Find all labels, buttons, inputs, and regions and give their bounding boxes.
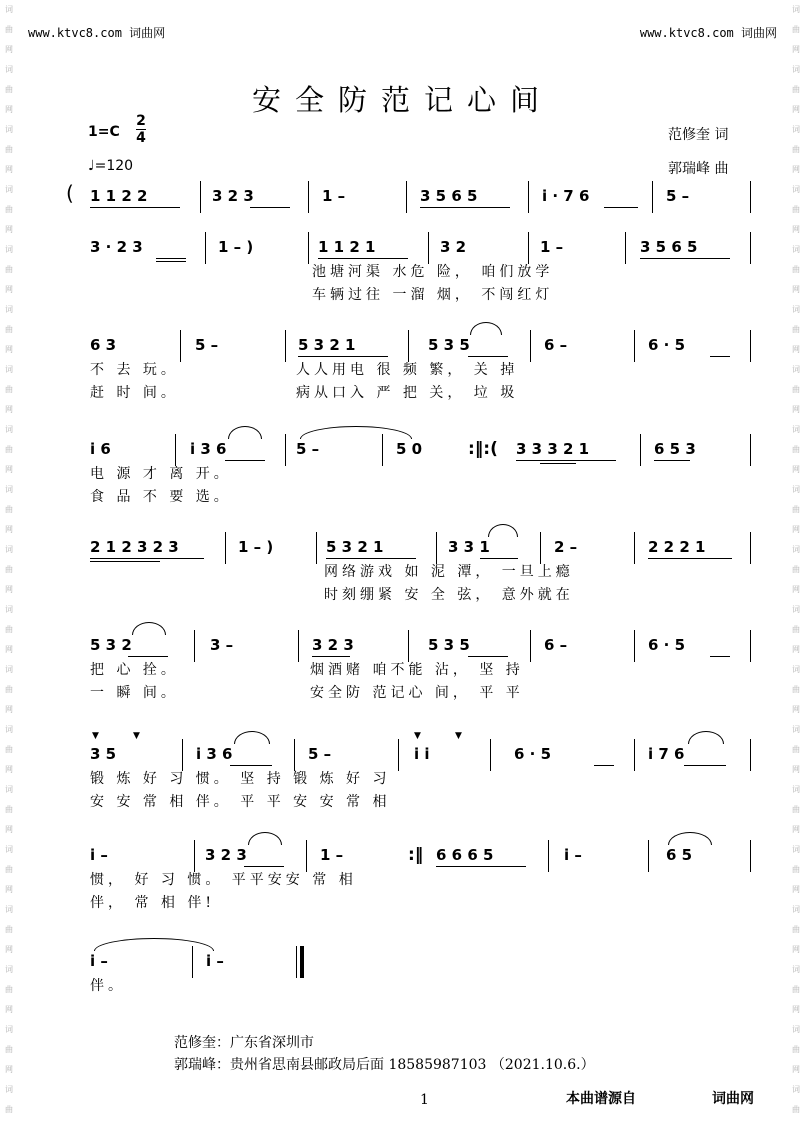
lyric-line-1a: 不 去 玩。 [90, 362, 179, 378]
key-signature: 1=C [88, 124, 120, 140]
note-group: 6 · 5 [648, 336, 686, 354]
watermark-char: 词 [5, 305, 13, 314]
watermark-char: 词 [792, 425, 800, 434]
watermark-char: 词 [792, 65, 800, 74]
watermark-char: 曲 [792, 325, 800, 334]
watermark-char: 曲 [5, 385, 13, 394]
lyric-line-2a: 赶 时 间。 [90, 385, 179, 401]
watermark-char: 曲 [792, 145, 800, 154]
watermark-char: 曲 [5, 25, 13, 34]
note-group: 5 – [195, 336, 219, 354]
watermark-char: 网 [792, 825, 800, 834]
watermark-char: 曲 [5, 985, 13, 994]
watermark-char: 曲 [5, 745, 13, 754]
composer-credit: 郭瑞峰 曲 [668, 161, 729, 177]
note-group: 3 2 3 [205, 846, 247, 864]
note-group: 1 – [322, 187, 346, 205]
lyric-line-1a: 把 心 拴。 [90, 662, 179, 678]
time-signature [136, 114, 146, 145]
note-group: 1 – ) [218, 238, 254, 256]
lyric-line-2: 时刻绷紧 安 全 弦， 意外就在 [324, 587, 574, 603]
watermark-char: 网 [5, 585, 13, 594]
lyric-line-1b: 烟酒赌 咱不能 沾， 坚 持 [310, 662, 524, 678]
watermark-char: 词 [5, 1085, 13, 1094]
watermark-char: 网 [792, 705, 800, 714]
source-label: 本曲谱源自 [566, 1091, 636, 1107]
score-row-4 [0, 440, 805, 530]
note-group: 2 2 2 1 [648, 538, 706, 556]
watermark-char: 网 [5, 885, 13, 894]
note-group: i – [206, 952, 224, 970]
note-group: 5 3 5 [428, 636, 470, 654]
repeat-end: :‖ [408, 845, 424, 865]
footer-lyricist-address: 范修奎：广东省深圳市 [174, 1035, 314, 1051]
watermark-char: 曲 [792, 805, 800, 814]
note-group: 3 3 3 2 1 [516, 440, 590, 458]
watermark-char: 网 [792, 945, 800, 954]
watermark-char: 曲 [5, 445, 13, 454]
watermark-char: 曲 [5, 805, 13, 814]
repeat-start: :‖:( [468, 439, 498, 459]
watermark-char: 曲 [792, 865, 800, 874]
watermark-char: 网 [792, 645, 800, 654]
accent-mark: ▼ [455, 731, 462, 741]
watermark-char: 网 [5, 945, 13, 954]
watermark-char: 词 [5, 665, 13, 674]
watermark-char: 曲 [5, 625, 13, 634]
watermark-char: 曲 [5, 265, 13, 274]
watermark-char: 词 [5, 785, 13, 794]
note-group: 3 5 6 5 [420, 187, 478, 205]
watermark-char: 词 [5, 245, 13, 254]
watermark-char: 词 [792, 905, 800, 914]
watermark-char: 词 [792, 365, 800, 374]
note-group: 5 3 2 1 [298, 336, 356, 354]
watermark-char: 曲 [792, 1105, 800, 1114]
note-group: 6 5 3 [654, 440, 696, 458]
note-group: i 3 6 [190, 440, 227, 458]
watermark-char: 曲 [792, 925, 800, 934]
watermark-char: 网 [5, 765, 13, 774]
watermark-char: 词 [5, 185, 13, 194]
watermark-char: 词 [5, 725, 13, 734]
watermark-char: 曲 [792, 745, 800, 754]
note-group: i 6 [90, 440, 111, 458]
watermark-char: 词 [5, 65, 13, 74]
watermark-char: 词 [5, 5, 13, 14]
watermark-char: 词 [792, 485, 800, 494]
watermark-char: 曲 [792, 85, 800, 94]
watermark-char: 曲 [792, 445, 800, 454]
note-group: 3 5 [90, 745, 117, 763]
note-group: 1 – [320, 846, 344, 864]
score-row-7 [0, 731, 805, 835]
note-group: 6 3 [90, 336, 117, 354]
score-row-8 [0, 846, 805, 936]
watermark-char: 网 [5, 525, 13, 534]
watermark-char: 曲 [792, 565, 800, 574]
source-site-link[interactable]: 词曲网 [712, 1091, 754, 1107]
note-group: 5 – [666, 187, 690, 205]
note-group: 6 · 5 [514, 745, 552, 763]
accent-mark: ▼ [414, 731, 421, 741]
lyricist-credit: 范修奎 词 [668, 127, 729, 143]
tempo-marking: ♩=120 [88, 158, 134, 174]
watermark-char: 词 [792, 5, 800, 14]
watermark-char: 曲 [792, 385, 800, 394]
watermark-char: 网 [5, 285, 13, 294]
watermark-char: 曲 [5, 505, 13, 514]
note-group: 5 – [308, 745, 332, 763]
note-group: i 7 6 [648, 745, 685, 763]
watermark-char: 词 [792, 785, 800, 794]
watermark-char: 网 [792, 285, 800, 294]
watermark-char: 网 [5, 405, 13, 414]
lyric-line-2b: 病从口入 严 把 关， 垃 圾 [296, 385, 519, 401]
page-number: 1 [420, 1092, 429, 1108]
score-row-2 [0, 238, 805, 328]
score-row-5 [0, 538, 805, 628]
lyric-line-1: 电 源 才 离 开。 [90, 466, 232, 482]
score-row-6 [0, 636, 805, 726]
watermark-char: 网 [792, 165, 800, 174]
lyric-line-1: 惯， 好 习 惯。 平平安安 常 相 [90, 872, 357, 888]
note-group: 3 – [210, 636, 234, 654]
watermark-char: 曲 [792, 505, 800, 514]
note-group: 1 1 2 2 [90, 187, 148, 205]
watermark-char: 词 [5, 965, 13, 974]
watermark-char: 曲 [5, 1105, 13, 1114]
watermark-char: 网 [792, 585, 800, 594]
note-group: 6 – [544, 636, 568, 654]
watermark-char: 曲 [5, 565, 13, 574]
watermark-char: 词 [792, 725, 800, 734]
accent-mark: ▼ [133, 731, 140, 741]
note-group: i i [414, 745, 430, 763]
watermark-char: 网 [5, 45, 13, 54]
watermark-char: 网 [792, 105, 800, 114]
watermark-char: 曲 [5, 85, 13, 94]
note-group: 6 – [544, 336, 568, 354]
watermark-char: 词 [792, 605, 800, 614]
score-row-3 [0, 336, 805, 426]
watermark-char: 曲 [792, 1045, 800, 1054]
watermark-char: 词 [5, 905, 13, 914]
watermark-char: 曲 [792, 205, 800, 214]
lyric-line-1: 池塘河渠 水危 险， 咱们放学 [312, 264, 554, 280]
watermark-char: 曲 [5, 925, 13, 934]
watermark-char: 网 [5, 105, 13, 114]
watermark-char: 网 [5, 1065, 13, 1074]
watermark-char: 词 [792, 845, 800, 854]
note-group: 3 2 3 [312, 636, 354, 654]
watermark-char: 网 [5, 165, 13, 174]
note-group: 5 3 2 1 [326, 538, 384, 556]
note-group: i 3 6 [196, 745, 233, 763]
lyric-line-2a: 一 瞬 间。 [90, 685, 179, 701]
lyric-line-1b: 人人用电 很 频 繁， 关 掉 [296, 362, 519, 378]
watermark-char: 网 [792, 1005, 800, 1014]
lyric-line-2: 食 品 不 要 选。 [90, 489, 232, 505]
note-group: 3 2 3 [212, 187, 254, 205]
watermark-char: 曲 [792, 685, 800, 694]
note-group: 5 3 2 [90, 636, 132, 654]
watermark-char: 网 [5, 645, 13, 654]
lyric-line-2b: 安全防 范记心 间， 平 平 [310, 685, 524, 701]
lyric-line-1: 伴。 [90, 978, 126, 994]
time-bottom: 4 [136, 130, 146, 146]
watermark-char: 网 [5, 705, 13, 714]
watermark-char: 网 [792, 405, 800, 414]
lyric-line-1: 网络游戏 如 泥 潭， 一旦上瘾 [324, 564, 574, 580]
note-group: 5 – [296, 440, 320, 458]
watermark-char: 词 [5, 845, 13, 854]
watermark-char: 网 [792, 45, 800, 54]
watermark-char: 词 [5, 125, 13, 134]
watermark-char: 词 [792, 1085, 800, 1094]
watermark-char: 曲 [5, 325, 13, 334]
time-top: 2 [136, 113, 146, 129]
note-group: 1 1 2 1 [318, 238, 376, 256]
note-group: 2 – [554, 538, 578, 556]
song-title: 安全防范记心间 [251, 83, 553, 117]
watermark-char: 曲 [5, 205, 13, 214]
watermark-char: 词 [792, 125, 800, 134]
note-group: 3 5 6 5 [640, 238, 698, 256]
watermark-char: 网 [792, 225, 800, 234]
note-group: 1 – [540, 238, 564, 256]
note-group: 3 3 1 [448, 538, 490, 556]
watermark-char: 曲 [5, 145, 13, 154]
watermark-char: 词 [5, 425, 13, 434]
watermark-char: 网 [792, 1065, 800, 1074]
watermark-char: 词 [792, 665, 800, 674]
watermark-char: 曲 [792, 625, 800, 634]
watermark-char: 曲 [5, 1045, 13, 1054]
note-group: 3 · 2 3 [90, 238, 143, 256]
watermark-char: 网 [5, 1005, 13, 1014]
watermark-char: 网 [792, 465, 800, 474]
score-row-9 [0, 952, 805, 1042]
watermark-char: 曲 [5, 865, 13, 874]
note-group: ( [66, 181, 74, 205]
watermark-char: 曲 [5, 685, 13, 694]
note-group: 1 – ) [238, 538, 274, 556]
watermark-char: 词 [792, 245, 800, 254]
watermark-char: 网 [792, 765, 800, 774]
note-group: i · 7 6 [542, 187, 590, 205]
footer-composer-address: 郭瑞峰：贵州省思南县邮政局后面 18585987103 （2021.10.6.） [174, 1057, 595, 1073]
header-right-site[interactable]: www.ktvc8.com 词曲网 [639, 26, 777, 40]
watermark-char: 网 [792, 345, 800, 354]
watermark-char: 词 [792, 1025, 800, 1034]
watermark-char: 曲 [792, 25, 800, 34]
watermark-char: 曲 [792, 985, 800, 994]
watermark-char: 网 [5, 225, 13, 234]
watermark-char: 词 [5, 545, 13, 554]
lyric-line-2: 车辆过往 一溜 烟， 不闯红灯 [312, 287, 554, 303]
note-group: i – [90, 952, 108, 970]
watermark-char: 网 [792, 525, 800, 534]
note-group: 6 5 [666, 846, 693, 864]
watermark-char: 词 [5, 605, 13, 614]
watermark-char: 词 [792, 545, 800, 554]
note-group: i – [564, 846, 582, 864]
note-group: 2 1 2 3 2 3 [90, 538, 179, 556]
lyric-line-2: 伴， 常 相 伴! [90, 895, 215, 911]
watermark-char: 曲 [792, 265, 800, 274]
watermark-char: 词 [5, 1025, 13, 1034]
note-group: 5 3 5 [428, 336, 470, 354]
header-left-site[interactable]: www.ktvc8.com 词曲网 [28, 26, 166, 40]
note-group: 3 2 [440, 238, 467, 256]
watermark-char: 网 [5, 825, 13, 834]
note-group: 6 · 5 [648, 636, 686, 654]
watermark-char: 词 [792, 965, 800, 974]
note-group: 6 6 6 5 [436, 846, 494, 864]
watermark-char: 网 [5, 345, 13, 354]
lyric-line-1: 锻 炼 好 习 惯。 坚 持 锻 炼 好 习 [90, 771, 391, 787]
lyric-line-2: 安 安 常 相 伴。 平 平 安 安 常 相 [90, 794, 391, 810]
watermark-char: 词 [5, 365, 13, 374]
watermark-char: 词 [5, 485, 13, 494]
watermark-char: 网 [5, 465, 13, 474]
watermark-char: 词 [792, 305, 800, 314]
watermark-char: 词 [792, 185, 800, 194]
accent-mark: ▼ [92, 731, 99, 741]
note-group: 5 0 [396, 440, 423, 458]
note-group: i – [90, 846, 108, 864]
watermark-char: 网 [792, 885, 800, 894]
